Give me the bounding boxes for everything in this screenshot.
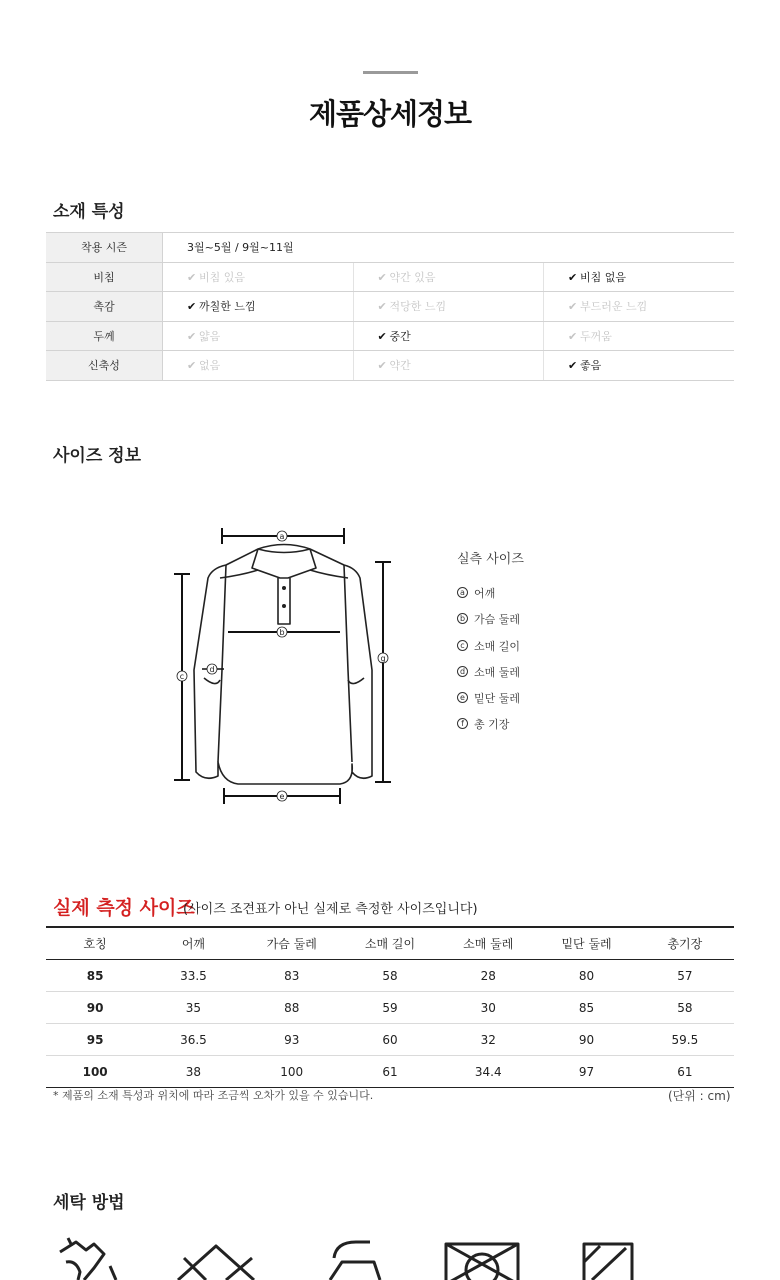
check-icon: ✔ [187, 359, 197, 373]
svg-text:b: b [279, 628, 285, 637]
legend-mark: f [457, 718, 468, 729]
material-section-title: 소재 특성 [53, 202, 125, 222]
option-label: 중간 [389, 329, 411, 343]
size-code: 100 [46, 1056, 144, 1088]
check-icon: ✔ [187, 270, 197, 284]
material-option [353, 292, 544, 322]
svg-text:g: g [380, 654, 386, 663]
material-row-season [46, 233, 734, 263]
iron-icon [330, 1242, 380, 1280]
check-icon: ✔ [568, 359, 578, 373]
washing-icons [46, 1232, 646, 1280]
check-icon: ✔ [377, 270, 387, 284]
table-cell: 83 [243, 960, 341, 992]
check-icon: ✔ [377, 359, 387, 373]
legend-mark: c [457, 640, 468, 651]
option-label: 약간 있음 [389, 270, 436, 284]
material-option [163, 351, 354, 381]
title-divider [363, 71, 418, 74]
legend-label: 소매 둘레 [474, 665, 521, 679]
material-option [163, 262, 354, 292]
table-cell: 59.5 [636, 1024, 734, 1056]
table-row [46, 992, 734, 1024]
option-label: 비침 없음 [580, 270, 627, 284]
size-section-title: 사이즈 정보 [53, 446, 142, 466]
check-icon: ✔ [187, 329, 197, 343]
option-label: 부드러운 느낌 [580, 300, 648, 314]
table-cell: 33.5 [144, 960, 242, 992]
check-icon: ✔ [377, 329, 387, 343]
table-cell: 93 [243, 1024, 341, 1056]
material-option [353, 351, 544, 381]
row-label: 착용 시즌 [46, 233, 163, 263]
button-icon [282, 604, 286, 608]
legend-item [457, 585, 520, 611]
row-label: 신축성 [46, 351, 163, 381]
season-value: 3월~5월 / 9월~11월 [163, 233, 735, 263]
size-table [46, 926, 734, 1088]
material-option [163, 292, 354, 322]
table-cell: 36.5 [144, 1024, 242, 1056]
option-label: 얇음 [199, 329, 221, 343]
material-option [544, 351, 735, 381]
option-label: 두꺼움 [580, 329, 612, 343]
mark-g [378, 653, 388, 663]
table-cell: 57 [636, 960, 734, 992]
table-cell: 97 [537, 1056, 635, 1088]
dry-flat-icon [584, 1244, 632, 1280]
column-header: 소매 길이 [341, 927, 439, 960]
legend-item [457, 664, 520, 690]
shirt-outline [194, 545, 372, 785]
size-code: 95 [46, 1024, 144, 1056]
table-row [46, 1024, 734, 1056]
column-header: 총기장 [636, 927, 734, 960]
material-option [544, 292, 735, 322]
size-code: 90 [46, 992, 144, 1024]
material-row-touch [46, 292, 734, 322]
column-header: 어깨 [144, 927, 242, 960]
size-table-header [46, 927, 734, 960]
legend-item [457, 611, 520, 637]
legend-title: 실측 사이즈 [457, 552, 524, 567]
table-cell: 38 [144, 1056, 242, 1088]
hand-wash-icon [60, 1238, 116, 1280]
svg-text:e: e [279, 792, 285, 801]
page-title: 제품상세정보 [308, 97, 472, 131]
table-cell: 35 [144, 992, 242, 1024]
table-cell: 61 [341, 1056, 439, 1088]
size-legend [457, 585, 520, 743]
legend-mark: b [457, 613, 468, 624]
material-option [353, 262, 544, 292]
measure-title: 실제 측정 사이즈 [53, 897, 195, 919]
option-label: 약간 [389, 359, 411, 373]
no-bleach-icon [178, 1246, 254, 1280]
mark-a [277, 531, 287, 541]
table-cell: 32 [439, 1024, 537, 1056]
table-cell: 61 [636, 1056, 734, 1088]
measure-note: * 제품의 소재 특성과 위치에 따라 조금씩 오차가 있을 수 있습니다. [53, 1089, 374, 1102]
button-icon [282, 586, 286, 590]
table-cell: 30 [439, 992, 537, 1024]
mark-e [277, 791, 287, 801]
check-icon: ✔ [377, 300, 387, 314]
material-row-sheer [46, 262, 734, 292]
check-icon: ✔ [187, 300, 197, 314]
legend-label: 밑단 둘레 [474, 692, 521, 706]
material-table [46, 232, 734, 381]
washing-section-title: 세탁 방법 [53, 1193, 125, 1213]
column-header: 밑단 둘레 [537, 927, 635, 960]
legend-item [457, 716, 520, 742]
legend-item [457, 638, 520, 664]
table-cell: 88 [243, 992, 341, 1024]
material-option [163, 321, 354, 351]
table-row [46, 960, 734, 992]
table-cell: 60 [341, 1024, 439, 1056]
svg-text:a: a [279, 532, 285, 541]
table-cell: 100 [243, 1056, 341, 1088]
legend-mark: a [457, 587, 468, 598]
column-header: 소매 둘레 [439, 927, 537, 960]
svg-text:d: d [209, 665, 215, 674]
material-option [544, 262, 735, 292]
legend-label: 총 기장 [474, 718, 510, 732]
column-header: 호칭 [46, 927, 144, 960]
legend-mark: e [457, 692, 468, 703]
no-tumble-dry-icon [446, 1244, 518, 1280]
table-cell: 58 [636, 992, 734, 1024]
legend-label: 소매 길이 [474, 639, 521, 653]
option-label: 적당한 느낌 [389, 300, 447, 314]
option-label: 없음 [199, 359, 221, 373]
row-label: 비침 [46, 262, 163, 292]
legend-label: 어깨 [474, 587, 496, 600]
measure-lines [174, 528, 391, 804]
table-cell: 90 [537, 1024, 635, 1056]
row-label: 두께 [46, 321, 163, 351]
material-option [353, 321, 544, 351]
mark-c [177, 671, 187, 681]
option-label: 좋음 [580, 359, 602, 373]
legend-mark: d [457, 666, 468, 677]
table-cell: 58 [341, 960, 439, 992]
row-label: 촉감 [46, 292, 163, 322]
table-cell: 28 [439, 960, 537, 992]
unit-label: (단위 : cm) [668, 1089, 731, 1103]
table-cell: 85 [537, 992, 635, 1024]
column-header: 가슴 둘레 [243, 927, 341, 960]
legend-label: 가슴 둘레 [474, 613, 521, 627]
mark-b [277, 627, 287, 637]
table-cell: 34.4 [439, 1056, 537, 1088]
material-row-thickness [46, 321, 734, 351]
check-icon: ✔ [568, 300, 578, 314]
check-icon: ✔ [568, 329, 578, 343]
measure-subtitle: (사이즈 조견표가 아닌 실제로 측정한 사이즈입니다) [183, 902, 478, 917]
table-row [46, 1056, 734, 1088]
mark-d [207, 664, 217, 674]
size-code: 85 [46, 960, 144, 992]
option-label: 까칠한 느낌 [199, 300, 256, 314]
check-icon: ✔ [568, 270, 578, 284]
material-row-stretch [46, 351, 734, 381]
legend-item [457, 690, 520, 716]
table-cell: 59 [341, 992, 439, 1024]
shirt-diagram [160, 520, 400, 810]
option-label: 비침 있음 [199, 270, 246, 284]
material-option [544, 321, 735, 351]
table-cell: 80 [537, 960, 635, 992]
svg-text:c: c [179, 672, 185, 681]
